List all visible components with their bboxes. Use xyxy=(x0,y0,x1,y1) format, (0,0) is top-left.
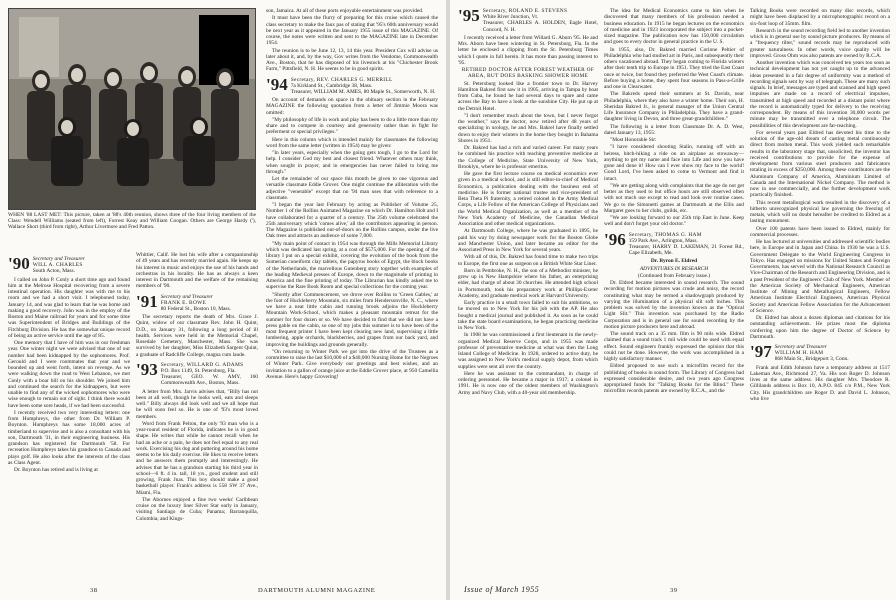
reunion-photo-illustration xyxy=(9,9,256,210)
paragraph: Born in Pembroke, N. H., the son of a Methodist minister, he grew up in New Hampshire where his father, an enterprising elder, had charge of about 30 churches. He attended high school in Portsmouth, took his preparatory work at Phillips-Exeter Academy, and graduate medical work at Harvard University. xyxy=(458,267,598,299)
paragraph: One memory that I have of him was in our freshman year. One winter night we were advised that one of our number had been kidnapped by the sophomores. Prof. Gerould and I were roommates that year and we bounded up and went forth, intent on revenge. As we were walking down the road to West Lebanon, we met Conly with a boar bill on his shoulder. We joined him and continued the search for the kidnappers, but were unable to find any of the wicked sophomores who were wise enough to remain out of sight. I think there would have been some sore heads, if we had been successful. xyxy=(8,340,130,409)
paragraph: "Shortly after Commencement, we drove over Rollins to 'Green Gables,' at the foot of Huckleberry Mountain, six miles from Hendersonville, N. C., where we have a neat little cabin and running brook adjoins the Huckleberry Mountain Work-School, which makes a pleasant mountain retreat for the summer for four dozen or so. We have decided to find that we did not have a press gable on the cabin, so one of my jobs this summer is to have been of the most frequent printer I have been kept clearing new land, supervising a little lumbering, apple orchards, blackberries, and grapes from our back yard, and improving the buildings and grounds generally. xyxy=(266,291,438,348)
magazine-name-footer: DARTMOUTH ALUMNI MAGAZINE xyxy=(258,587,376,594)
class-header-1894 xyxy=(266,74,438,96)
paragraph: Dr. Eldred has about a dozen diplomas and citations for his outstanding achievements. He prizes most the diploma conferring upon him the degree of Doctor of Science by Dartmouth. xyxy=(750,315,890,340)
paragraph: Another invention which was conceived ten years too soon as technical development has not yet caught up to the advanced ideas presented in a fair degree of uniformity was a method of recording signals sent by way of telegraph. These are many such signals. In brief, messages are typed and scanned and high speed impulses are made on a record of electrical impulses, transmitted at high speed and recorded at a distant point where the record is automatically typed for delivery to the receiving correspondent. By means of this invention 30,000 words per minute may be transmitted over a telephone circuit. The possibilities of this development are far-reaching. xyxy=(750,60,890,129)
paragraph: He gave the first lecture course on medical economics ever given in a medical school, and is still editor-in-chief of Medical Economics, a publication dealing with the business end of medicine. He is former national trustee and vice-president of Beta Theta Pi fraternity, a retired colonel in the Army Medical Corps, a Life Fellow of the American College of Physicians and the World Medical Organization, as well as a member of the New York Academy of Medicine, the Canadian Medical Association and other medical organizations. xyxy=(458,171,598,228)
class-officer: 159 Park Ave., Arlington, Mass. xyxy=(628,237,698,244)
paragraph: The sound track on a 35 mm. film is 90 mils wide. Eldred claimed that a sound track 1 mil wide could be used with equal effect. Sound engineers frankly expressed the opinion that this could not be done. However, the work was accomplished in a highly satisfactory manner. xyxy=(604,331,744,363)
paragraph: "I began the year last February by acting as Publisher of Volume 25, Number 1 of the Rollins Animated Magazine on which Dr. Hamilton Holt and I have collaborated for a quarter of a century. The 25th volume celebrated the 25th anniversary which 'comes alive,' all the contributors appearing in person. The Magazine is published out-of-doors on the Rollins campus, under the live Oak trees and attracts an audience of some 7,000. xyxy=(266,202,438,240)
column-1 xyxy=(8,252,130,580)
paragraph: Frank and Edith Johnson have a temporary address at 1517 Lakeman Ave., Richmond 27, Va. His son Roger D. Johnson lives at the same address. His daughter Mrs. Theodore R. Gillilands address is Box 10, A.P.O. 845 c/o P.M., New York City. His grandchildren are Roger D. and David L. Johnson, who live xyxy=(750,364,890,402)
class-header-1890 xyxy=(8,256,130,275)
class-year: '96 xyxy=(604,229,626,249)
paragraph: The Abornes enjoyed a fine two weeks' Caribbean cruise on the luxury liner Silver Star early in January, visiting Santiago de Cuba; Panama; Barranquilla, Colombia; and Kings- xyxy=(136,496,258,522)
paragraph: At Dartmouth College, where he was graduated in 1895, he paid his way by doing newspaper work for the Boston Globe and Manchester Union, and later became an editor for the Associated Press in New York for several years. xyxy=(458,228,598,254)
paragraph: Dr. Bakred has had a rich and varied career. For many years he combined his practice with teaching preventive medicine at the College of Medicine, State University of New York, Brooklyn, where he is professor emeritus. xyxy=(458,145,598,170)
class-role: Secretary and Treasurer xyxy=(32,256,85,262)
class-role: Secretary, ROLAND E. STEVENS xyxy=(482,8,568,14)
class-officer: P.O. Box 1149, St. Petersburg, Fla. xyxy=(160,368,236,375)
paragraph: Here in this column which is intended mainly for classmates the following word from the same letter (written in 1954) may be given: xyxy=(266,136,438,149)
paragraph: "I don't remember much about the town, but I never forgot the weather," says the doctor, now retired after 48 years of specializing in urology, he and Mrs. Bakrel have finally settled down to enjoy their winters in the home they bought in Bahama Shores in 1951. xyxy=(458,112,598,144)
page-number-right: 39 xyxy=(670,587,678,594)
paragraph: son, Jamaica. At all of these ports enjoyable entertainment was provided. xyxy=(266,8,424,14)
class-officer: FRANK E. BOWE xyxy=(160,299,207,306)
paragraph: The secretary reports the death of Mrs. Grace J. Quint, widow of our classmate Rev. John H. Quint, D.D., on January 31, following a long period of ill health. Services were held in the Memorial Chapel, Rosedale Cemetery, Manchester, Mass. She was survived by her daughter, Miss Elizabeth Sargent Quint, a graduate of Radcliffe College, magna cum laude. xyxy=(136,314,258,358)
paragraph: This recent metallurgical work resulted in the discovery of a hitherto unrecognized physical law governing the freezing of metals, which will no doubt hereafter be credited to Eldred as a lasting monument. xyxy=(750,199,890,225)
paragraph: Dr. Eldred became interested in sound research. The sound recording for motion pictures was crude and noisy, the record constituting what may be termed a shadowgraph produced by varying the illumination of a physical slit soft inches. This problem was solved by the invention known as the "Optical Light Slit." This invention was purchased by the Radio Corporation and is in general use for sound recording by the motion picture producers here and abroad. xyxy=(604,280,744,330)
class-header-1893 xyxy=(136,359,258,387)
class-officer: 7a Kirkland St., Cambridge 38, Mass. xyxy=(290,82,373,89)
class-officer: WILLIAM H. HAM xyxy=(774,350,824,357)
paragraph: For several years past Eldred has devoted his time to the solution of the age-old dream of casting metal continuously direct from molten metal. This work yielded such remarkable results in the laboratory stage that, unsolicited, the inventor has received contributions to provide for the expense of development from various steel producers and fabricators totaling in excess of $250,000. Among these contributors are the Aluminum Company of America, Aluminium Limited of Canada and the International Nickel Company. The method is now in use commercially, and the further development work practically finished. xyxy=(750,129,890,199)
paragraph: "I have considered shooting Stalin, running off with an heiress, hitch-hiking a ride on an airplane as stowaway—anything to get my name and face into Life and now you have gone and done it! How can I ever show my face to the world! Good Lord, I've been asked to come to Vermont and find it intact. xyxy=(604,144,744,182)
paragraph: The idea for Medical Economics came to him when he discovered that many members of his profession needed a business education. In 1915 he began lectures on the economics of medicine and in 1923 incorporated the subject into a pocket-sized magazine. The publication now has 150,000 circulation and goes to every doctor in general practice in the U. S. xyxy=(604,8,744,46)
paragraph: "We are getting along with complaints that the age do not get better as they used to but office hours are still observed often with not much use except to read and look over routine cases. We go to the Simonetti games at Dartmouth at the Ellis and Margaret goes to her clubs, guilds, etc. xyxy=(604,182,744,214)
class-year: '93 xyxy=(136,359,158,379)
paragraph: The reunion is to be June 12, 13, 14 this year. President Cox will advise us later about it, and, by the way, Gov writes from the Vendome, Commonwealth Ave., Boston, that he has disposed of his livestock at his "Chichester Brook Farm," Pittsfield, N. H. He seems to be in good spirits. xyxy=(266,47,438,73)
article-continuation: (Continued from February issue.) xyxy=(637,272,711,279)
photo-caption: WHEN '88 LAST MET: This picture, taken at '88's 40th reunion, shows three of the four living members of the Class: Wendell Williams (seated from left), Forrest Keay and William Coogan. Others are George Hardy ('), Wallace Short (third from right), Arthur Livermore and Fred Patton. xyxy=(8,212,256,231)
paragraph: In 1955, also, Dr. Bakred married Corinne Peltier of Philadelphia who had studied art in Paris, and subsequently their others vacationed abroad. They began coming to Florida winters after their tenth trip to Europe in 1951. They tried the East Coast once or twice, but found they preferred the West Coast's climate. Before buying a home, they spent four seasons in Pass-a-Grille and one in Clearwater. xyxy=(604,46,744,90)
paragraph: "We are looking forward to our 25th trip East in June. Keep well and don't forget your old doctor." xyxy=(604,215,744,228)
paragraph: With all of this, Dr. Bakred has found time to make two trips to Europe, the first one as surgeon on a British White Star Liner. xyxy=(458,254,598,267)
paragraph: "On returning to Winter Park we got into the drive of the Trustees as a committee to raise the last $10,000 of a $40,000 Nursing Home for the Negroes of Winter Park. Give everybody our greetings and best wishes, and an invitation to a gallon of orange juice at the Eddie Grover place, at 950 Camellia Avenue. Here's happy Grovering! xyxy=(266,348,438,380)
paragraph: St. Petersburg looked like a frontier town to Dr. Harvey Hamilton Bakred first saw it in 1905, arriving in Tampa by boat from Cuba, he found he had several days to spare and came across the Bay to have a look at the sunshine City. He put up at the Detroit Hotel. xyxy=(458,80,598,112)
class-role: Secretary and Treasurer xyxy=(774,344,827,350)
issue-date-footer: Issue of March 1955 xyxy=(464,585,540,594)
paragraph: In 1908 he was commissioned a first lieutenant in the newly-organized Medical Reserve Corps, and in 1955 was made professor of preventative medicine at what was then the Long Island College of Medicine. In 1928, ordered to active duty, he was assigned to New York's medical supply depot, from which supplies were sent all over the country. xyxy=(458,332,598,370)
class-header-1896 xyxy=(604,229,744,257)
left-page xyxy=(0,0,446,600)
class-role: Secretary and Treasurer xyxy=(160,293,213,300)
class-address: Treasurer, GEO. W. AMY, 160 Commonwealth Ave., Boston, Mass. xyxy=(160,374,258,387)
paragraph: Eldred proposed to use such a microfilm record for the publishing of books in sound form. The Library of Congress had expressed considerable desire, and two years ago Congress appropriated funds for "Talking Books for the Blind." These microfilm records patents are owned by R.C.A., and the xyxy=(604,363,744,395)
column-3 xyxy=(266,8,438,580)
class-role: Secretary, WILLARD G. ADAMS xyxy=(160,361,244,368)
paragraph: The following is a letter from Classmate Dr. A. D. West, dated January 13, 1955: xyxy=(604,123,744,136)
right-page xyxy=(450,0,896,600)
paragraph: I recently received two very interesting letters: one from Humphreys, the other from Dr. William P. Boynton. Humphreys has some 18,000 acres of timberland to supervise and is also a consultant with his son, Dartmouth '31, in their engineering business. His grandson has registered for Dartmouth '58. For recreation Humphreys takes his grandson to Canada and plays golf. He also looks after the interests of the class as Class Agent. xyxy=(8,409,130,466)
class-year: '94 xyxy=(266,74,288,94)
class-address: Treasurer, CHARLES A. HOLDEN, Eagle Hotel, Concord, N. H. xyxy=(482,20,598,33)
class-address: South Acton, Mass. xyxy=(32,268,75,275)
paragraph: Let the remainder of our space this month be given to one vigorous and versatile classmate Eddie Grover. One might continue the alliteration with the adjective "venerable" except that no '94 man uses that with reference to a classmate. xyxy=(266,176,438,201)
paragraph: "In later years, especially when the going gets tough, I go to the Lord for help. I consider God my best and closest friend. Whatever others may think, when sought in prayer, and in emergencies has never failed to bring me through." xyxy=(266,150,438,175)
paragraph: Dr. Boynton has retired and is living at xyxy=(14,467,98,474)
news-headline: RETIRED DOCTOR AFTER FOREST WEATHER OF AREA, BUT DOES BASKING SHOWER HOME xyxy=(461,67,595,80)
paragraph: Early practice in a small town failed to suit his ambitions, so he moved on to New York for his job with the AP. He also bought a medical journal and published it. As soon as he could take the state board examinations, he began practicing medicine in New York. xyxy=(458,300,598,332)
column-5 xyxy=(604,8,744,580)
class-officer: WILL A. CHARLES xyxy=(32,262,83,269)
class-year: '90 xyxy=(8,254,30,273)
class-address: 80 Federal St., Boston 10, Mass. xyxy=(160,305,231,312)
class-header-1897 xyxy=(750,344,890,363)
class-year: '95 xyxy=(458,8,480,25)
paragraph: Talking Books were recorded on many disc records, which might have been displaced by a microphotographic record on a six-foot loop of 35mm. film. xyxy=(750,8,890,27)
paragraph: Word from Frank Pelton, the only '93 man who is a year-round resident of Florida, indicates he is in good shape. He writes that while he cannot recall when he had an ache or a pain, he does not feel equal to any real work. Exercising his dog and puttering around his home seems to be his daily exercise. He likes to receive letters and he answers them promptly and interestingly. He advises that he has a grandson starting his third year in school—6 ft. 4 in. tall, 18 yrs., good student and still growing, Frank Jnas. This boy should make a good basketball player. Frank's address is 558 SW 37 Ave., Miami, Fla. xyxy=(136,420,258,496)
class-address: Treasurer, HARRY D. LAKEMAN, 21 Forest Rd., Cape Elizabeth, Me. xyxy=(628,243,744,257)
paragraph: I called on John P. Conly a short time ago and found him at the Melrose Hospital recovering from a severe intestinal operation. His daughter was with me to his room and we had a short visit. I telephoned today, January 14, and was glad to learn that he was home and making a good recovery. John was in the employ of the Boston and Maine railroad for years and for some time was Superintendent of Bridges and Buildings of the Fitchburg Division. He has the somewhat unique record of being an active service until the age of 85. xyxy=(8,276,130,339)
class-address: Treasurer, WILLIAM M. AMES, 80 Maple St., Somerworth, N. H. xyxy=(290,88,436,95)
paragraph: "My philosophy of life in work and play has been to do a little more than my share and to compete in courtesy and generosity rather than in fight for preferment or special privileges." xyxy=(266,116,438,136)
paragraph: "My main point of contact in 1954 was through the Mills Memorial Library which was dedicated last spring, at a cost of $575,000. For the opening of the library I put on a special exhibit, covering the evolution of the book from the Sumerian cuneiform clay tablets, the papyrus books of Egypt, the block books of the Netherlands, the marvellous Gutenberg story together with examples of the leading Medieval presses of Europe, down to the magnitude of printing in America and the fine printing of today. The Librarian has kindly asked me to supervise the Rare Book Room and special collections for the coming year. xyxy=(266,240,438,291)
article-title: ADVENTURES IN RESEARCH xyxy=(639,265,709,272)
paragraph: Over 100 patents have been issued to Eldred, mainly for commercial processes. xyxy=(750,225,890,238)
paragraph: It must have been the flurry of preparing for this cruise which caused the class secretary to make the faux pas of stating that '95's 60th anniversary would be next year as it appeared in the January 1955 issue of this MAGAZINE. Of course, the notes were written and sent to the MAGAZINE late in December 1954. xyxy=(266,15,438,47)
column-4 xyxy=(458,8,598,580)
class-address: 868 Main St., Bridgeport 3, Conn. xyxy=(774,356,849,363)
paragraph: A letter from Mrs. Jarvis advises that, "Billy has not been at all well, though he looks well, eats and sleeps well." Billy always did look well and we all hope that he will soon feel so. He is one of '93's most loved members. xyxy=(136,388,258,420)
paragraph: He has lectured at universities and addressed scientific bodies here, in Europe and in Japan and China. In 1930 he was a U.S. Government Delegate to the World Engineering Congress in Tokyo. Has engaged on missions for United States and Foreign Governments, has served with the National Research Council as Vice-Chairman of the Research and Engineering Division, and is a past President of the Engineers' Club of New York. Member of the American Society of Mechanical Engineers, American Institute of Mining and Metallurgical Engineers, Fellow American Institute Electrical Engineers, American Physical Society and American Fellow Association for the Advancement of Science. xyxy=(750,239,890,314)
paragraph: Here he was assistant to the commandant, in charge of ordering personnel. He became a major in 1917; a colonel in 1991. He is now one of the oldest members of Washington's Army and Navy Club, with a 40-year old membership. xyxy=(458,370,598,396)
class-header-1891 xyxy=(136,291,258,313)
column-6 xyxy=(750,8,890,580)
class-header-1895 xyxy=(458,8,598,33)
class-year: '91 xyxy=(136,291,158,311)
paragraph: Research in the sound recording field led to another invention which is in general use by sound picture producers. By means of a "frequency tilter," sound records may be reproduced with greater naturalness. In other words, voice quality will be improved. Gross Ohm was also patents are owned by R.C.A. xyxy=(750,27,890,59)
paragraph: I recently received a letter from Willard G. Aborn '95. He and Mrs. Aborn have been wintering in St. Petersburg, Fla. In the letter he enclosed a clipping from the St. Petersburg Times which I quote in full herein. It has more than passing interest to '95. xyxy=(458,34,598,66)
paragraph: "Most Honorable Sir: xyxy=(610,137,657,143)
class-year: '97 xyxy=(750,342,772,361)
paragraph: The Bakreds spend their summers at St. Davids, near Philadelphia, where they also have a winter home. Their son, H. Sheridan Bakred Jr., is general manager of the Union Central Life Insurance Company in Philadelphia. They have a grand-daughter living in Devon, and three great-grandchildren." xyxy=(604,91,744,123)
class-officer: White River Junction, Vt. xyxy=(482,14,539,21)
class-role: Secretary, REV. CHARLES G. MERRILL xyxy=(290,76,393,83)
class-role: Secretary, THOMAS G. HAM xyxy=(628,231,702,238)
paragraph: Whittier, Calif. He lost his wife after a companionship of 49 years and has recently married again. He keeps up his interest in music and enjoys the use of his hands and orchestras in his locality. He has as always a keen interest in Dartmouth and the welfare of the remaining members of '90. xyxy=(136,252,258,290)
column-2 xyxy=(136,252,258,580)
page-number-left: 38 xyxy=(90,587,98,594)
subject-name: Dr. Byron E. Eldred xyxy=(650,258,698,265)
class-reunion-photo xyxy=(8,8,256,210)
paragraph: On account of demands on space in the obituary section in the February MAGAZINE the following quotation from a letter of Jimmie Moora was omitted: xyxy=(266,97,438,116)
